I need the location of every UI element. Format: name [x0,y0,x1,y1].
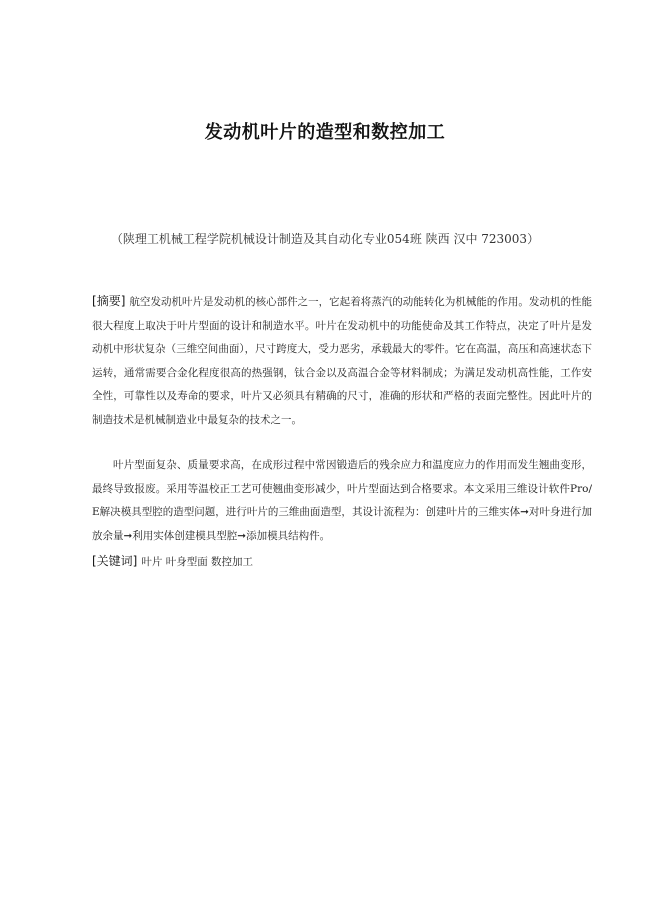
keywords-label: [关键词] [92,554,138,568]
abstract-section [92,290,592,433]
author-affiliation: （陕理工机械工程学院机械设计制造及其自动化专业054班 陕西 汉中 723003） [110,232,540,246]
abstract-paragraph-1: 航空发动机叶片是发动机的核心部件之一，它起着将蒸汽的动能转化为机械能的作用。发动机的性能很大程度上取决于叶片型面的设计和制造水平。叶片在发动机中的功能使命及其工作特点，决定了叶片是发动机中形状复杂（三维空间曲面），尺寸跨度大，受力恶劣，承载最大的零件。它在高温，高压和高速状态下运转，通常需要合金化程度很高的热强钢，钛合金以及高温合金等材料制成；为满足发动机高性能，工作安全性，可靠性以及寿命的要求，叶片又必须具有精确的尺寸，准确的形状和严格的表面完整性。因此叶片的制造技术是机械制造业中最复杂的技术之一。 [92,296,592,426]
abstract-label: [摘要] [92,294,126,308]
keywords-section [92,550,592,575]
paper-title: 发动机叶片的造型和数控加工 [204,122,446,143]
keywords-text: 叶片 叶身型面 数控加工 [141,556,254,568]
abstract-paragraph-2: 叶片型面复杂、质量要求高，在成形过程中常因锻造后的残余应力和温度应力的作用而发生翘曲变形，最终导致报废。采用等温校正工艺可使翘曲变形减少，叶片型面达到合格要求。本文采用三维设计软件Pro/ E解决模具型腔的造型问题，进行叶片的三维曲面造型，其设计流程为：创建叶片的三维实体➞对叶身进行加放余量➞利用实体创建模具型腔➞添加模具结构件。 [92,459,592,542]
